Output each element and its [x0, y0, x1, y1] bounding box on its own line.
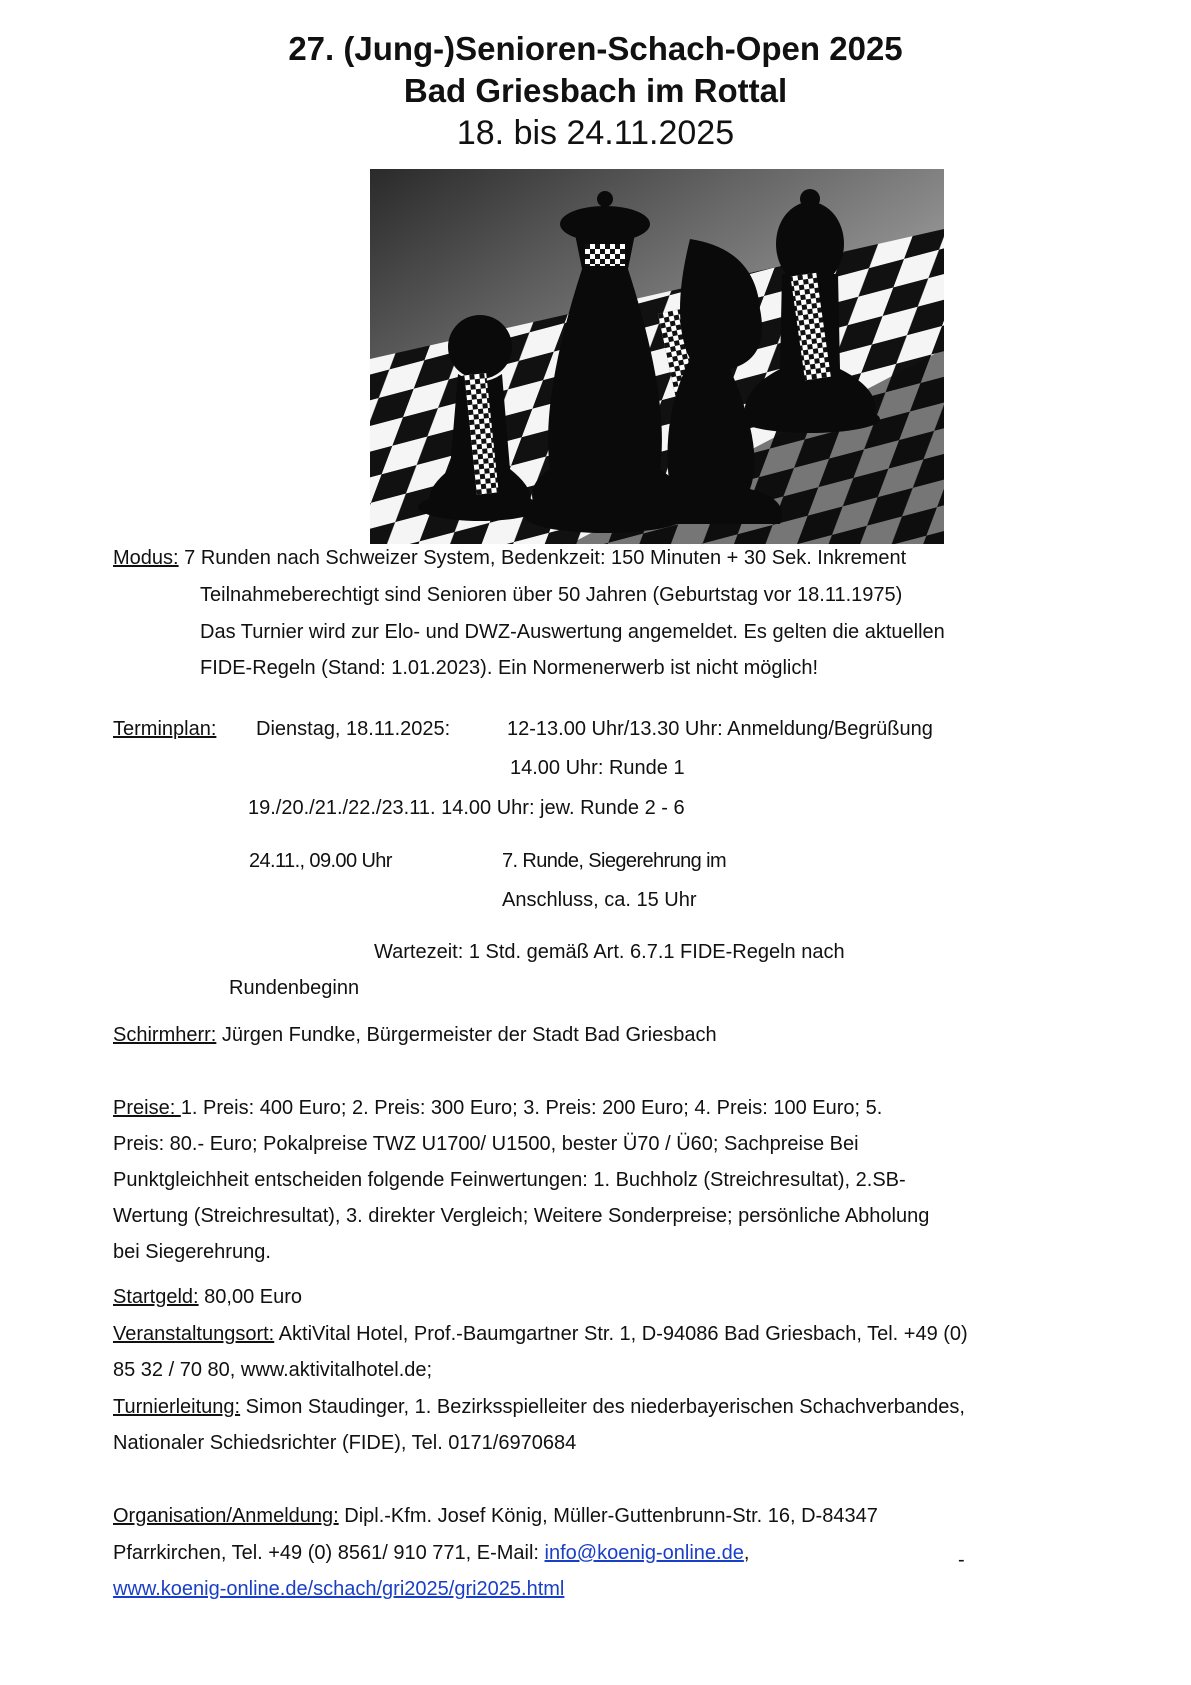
- organisation-label: Organisation/Anmeldung:: [113, 1505, 339, 1527]
- preise-line-5: bei Siegerehrung.: [113, 1241, 271, 1263]
- terminplan-day1-date: Dienstag, 18.11.2025:: [256, 718, 451, 740]
- modus-label: Modus:: [113, 547, 179, 569]
- startgeld-text: 80,00 Euro: [198, 1286, 303, 1308]
- page-title: 27. (Jung-)Senioren-Schach-Open 2025: [288, 30, 903, 67]
- veranstaltungsort-label: Veranstaltungsort:: [113, 1323, 275, 1345]
- veranstaltungsort-text: AktiVital Hotel, Prof.-Baumgartner Str. 1, D-94086 Bad Griesbach, Tel. +49 (0): [274, 1323, 968, 1345]
- email-link[interactable]: info@koenig-online.de: [544, 1542, 744, 1564]
- terminplan-wait-line-2: Rundenbeginn: [229, 977, 360, 999]
- modus-text: 7 Runden nach Schweizer System, Bedenkzeit: 150 Minuten + 30 Sek. Inkrement: [184, 547, 907, 569]
- turnierleitung-line-2: Nationaler Schiedsrichter (FIDE), Tel. 0171/6970684: [113, 1432, 577, 1454]
- startgeld-label: Startgeld:: [113, 1286, 199, 1308]
- turnierleitung-text: Simon Staudinger, 1. Bezirksspielleiter des niederbayerischen Schachverbandes,: [240, 1396, 965, 1418]
- chess-pieces-icon: [370, 169, 944, 544]
- organisation-line-2: [113, 1541, 749, 1565]
- terminplan-day1-round: 14.00 Uhr: Runde 1: [510, 757, 685, 779]
- page-subtitle-location: Bad Griesbach im Rottal: [403, 72, 788, 109]
- preise-line-2: Preis: 80.- Euro; Pokalpreise TWZ U1700/ U1500, bester Ü70 / Ü60; Sachpreise Bei: [113, 1133, 859, 1155]
- preise-line-3: Punktgleichheit entscheiden folgende Feinwertungen: 1. Buchholz (Streichresultat), 2.SB-: [113, 1169, 906, 1191]
- terminplan-rounds-mid: 19./20./21./22./23.11. 14.00 Uhr: jew. Runde 2 - 6: [248, 797, 685, 819]
- chess-pieces-illustration: [370, 169, 944, 544]
- modus-line-4: FIDE-Regeln (Stand: 1.01.2023). Ein Normenerwerb ist nicht möglich!: [200, 657, 819, 679]
- organisation-text: Dipl.-Kfm. Josef König, Müller-Guttenbrunn-Str. 16, D-84347: [338, 1505, 878, 1527]
- preise-line-4: Wertung (Streichresultat), 3. direkter Vergleich; Weitere Sonderpreise; persönliche Abholung: [113, 1205, 930, 1227]
- organisation-line-1: [113, 1504, 878, 1528]
- terminplan-wait-line-1: Wartezeit: 1 Std. gemäß Art. 6.7.1 FIDE-Regeln nach: [374, 941, 845, 963]
- organisation-contact: Pfarrkirchen, Tel. +49 (0) 8561/ 910 771, E-Mail:: [113, 1542, 545, 1564]
- organisation-comma: ,: [743, 1542, 750, 1564]
- website-link[interactable]: www.koenig-online.de/schach/gri2025/gri2025.html: [113, 1578, 565, 1600]
- schirmherr-line: [113, 1023, 717, 1047]
- preise-label: Preise:: [113, 1097, 181, 1119]
- terminplan-day1-time: 12-13.00 Uhr/13.30 Uhr: Anmeldung/Begrüßung: [507, 718, 933, 740]
- terminplan-label: Terminplan:: [113, 718, 217, 740]
- turnierleitung-label: Turnierleitung:: [113, 1396, 241, 1418]
- modus-line-1: [113, 546, 906, 570]
- preise-text: 1. Preis: 400 Euro; 2. Preis: 300 Euro; 3. Preis: 200 Euro; 4. Preis: 100 Euro; 5.: [180, 1097, 883, 1119]
- modus-line-3: Das Turnier wird zur Elo- und DWZ-Auswertung angemeldet. Es gelten die aktuellen: [200, 621, 945, 643]
- veranstaltungsort-line-2: 85 32 / 70 80, www.aktivitalhotel.de;: [113, 1359, 433, 1381]
- schirmherr-label: Schirmherr:: [113, 1024, 217, 1046]
- modus-line-2: Teilnahmeberechtigt sind Senioren über 50 Jahren (Geburtstag vor 18.11.1975): [200, 584, 903, 606]
- stray-dash: -: [958, 1549, 965, 1571]
- terminplan-last-date: 24.11., 09.00 Uhr: [249, 850, 392, 872]
- startgeld-line: [113, 1285, 302, 1309]
- terminplan-last-round-cont: Anschluss, ca. 15 Uhr: [502, 889, 697, 911]
- turnierleitung-line-1: [113, 1395, 965, 1419]
- page-subtitle-dates: 18. bis 24.11.2025: [456, 114, 735, 152]
- schirmherr-text: Jürgen Fundke, Bürgermeister der Stadt Bad Griesbach: [216, 1024, 717, 1046]
- veranstaltungsort-line-1: [113, 1322, 968, 1346]
- preise-line-1: [113, 1096, 882, 1120]
- terminplan-last-round: 7. Runde, Siegerehrung im: [502, 850, 727, 872]
- website-line: [113, 1577, 564, 1601]
